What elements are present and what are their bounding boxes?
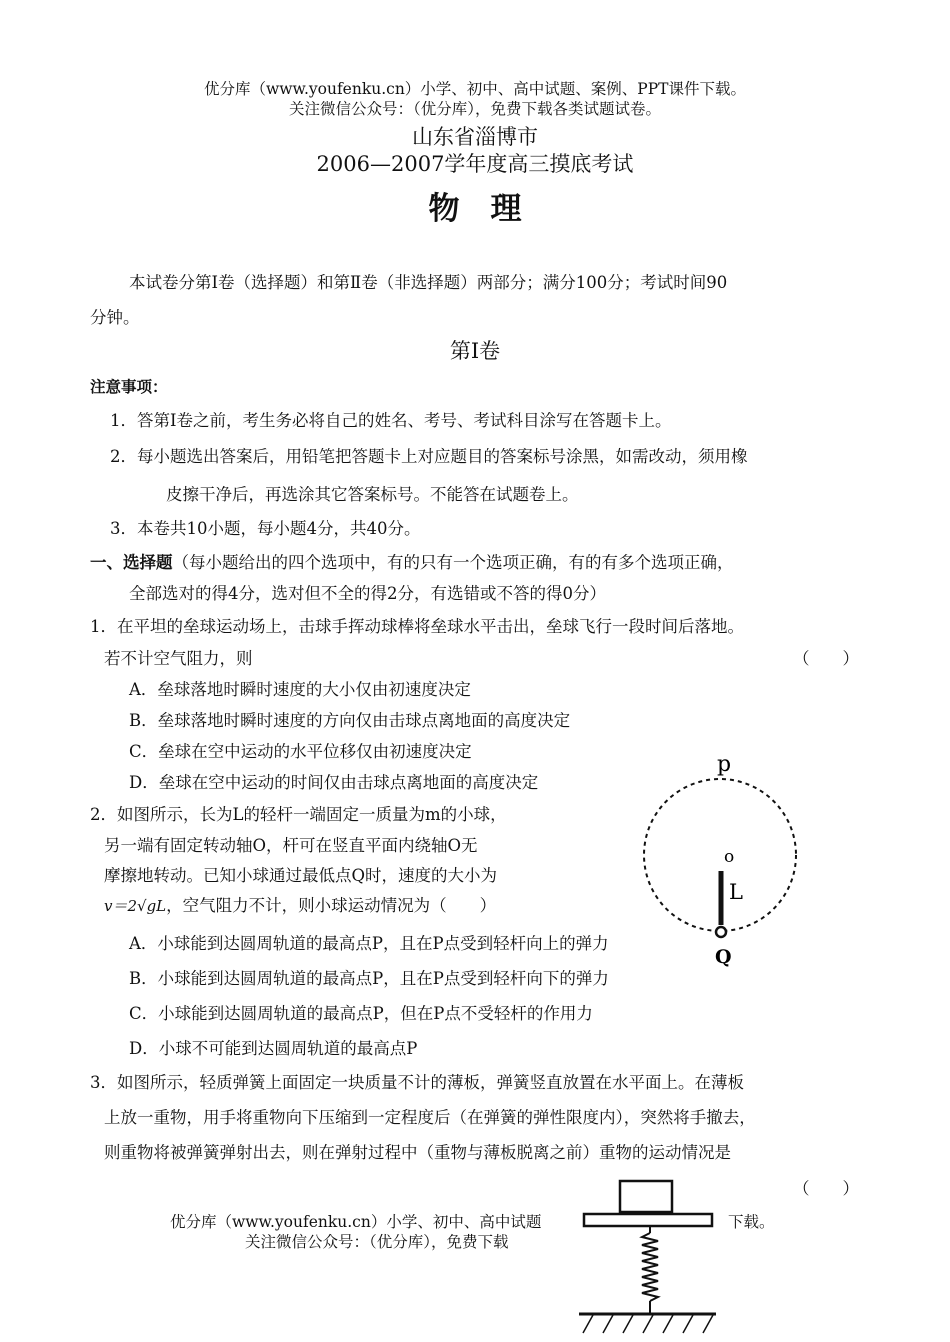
header-line-2: 关注微信公众号：（优分库），免费下载各类试题试卷。 <box>288 100 661 118</box>
q3-stem-3: 则重物将被弹簧弹射出去，则在弹射过程中（重物与薄板脱离之前）重物的运动情况是 <box>104 1143 731 1162</box>
notes-heading: 注意事项： <box>90 378 168 396</box>
note-item: 2．每小题选出答案后，用铅笔把答题卡上对应题目的答案标号涂黑，如需改动，须用橡 <box>110 447 748 466</box>
q3-answer-bracket: （ ） <box>793 1179 859 1198</box>
q2-stem-1: 2．如图所示，长为L的轻杆一端固定一质量为m的小球， <box>90 805 507 824</box>
q2-option-a: A．小球能到达圆周轨道的最高点P，且在P点受到轻杆向上的弹力 <box>129 934 609 953</box>
label-p: p <box>717 752 732 777</box>
q2-stem-4: ，空气阻力不计，则小球运动情况为（ ） <box>166 896 497 915</box>
title-exam: 2006—2007学年度高三摸底考试 <box>316 152 634 176</box>
q1-stem-1: 1．在平坦的垒球运动场上，击球手挥动球棒将垒球水平击出，垒球飞行一段时间后落地。 <box>90 617 744 636</box>
footer-line-2: 关注微信公众号：（优分库），免费下载 <box>245 1233 509 1251</box>
footer-line-1b: 下载。 <box>728 1213 775 1231</box>
section-desc-2: 全部选对的得4分，选对但不全的得2分，有选错或不答的得0分） <box>129 584 606 603</box>
section-heading: 一、选择题 <box>90 553 173 572</box>
label-o: o <box>724 847 735 867</box>
q1-stem-2: 若不计空气阻力，则 <box>104 649 253 668</box>
q2-option-d: D．小球不可能到达圆周轨道的最高点P <box>129 1039 418 1058</box>
note-item: 1．答第Ⅰ卷之前，考生务必将自己的姓名、考号、考试科目涂写在答题卡上。 <box>110 411 672 430</box>
q1-option-c: C．垒球在空中运动的水平位移仅由初速度决定 <box>129 742 472 761</box>
intro-line-1: 本试卷分第Ⅰ卷（选择题）和第Ⅱ卷（非选择题）两部分；满分100分；考试时间90 <box>129 273 728 292</box>
section-desc: （每小题给出的四个选项中，有的只有一个选项正确，有的有多个选项正确， <box>172 553 734 572</box>
title-region: 山东省淄博市 <box>412 125 538 149</box>
q2-stem-4-line <box>104 892 496 916</box>
q1-option-a: A．垒球落地时瞬时速度的大小仅由初速度决定 <box>129 680 471 699</box>
q2-stem-3: 摩擦地转动。已知小球通过最低点Q时，速度的大小为 <box>104 866 498 885</box>
label-l: L <box>729 880 743 904</box>
q2-option-c: C．小球能到达圆周轨道的最高点P，但在P点不受轻杆的作用力 <box>129 1004 593 1023</box>
footer-line-1a: 优分库（www.youfenku.cn）小学、初中、高中试题 <box>170 1213 542 1231</box>
note-item: 皮擦干净后，再选涂其它答案标号。不能答在试题卷上。 <box>166 485 579 504</box>
title-subject: 物 理 <box>428 191 522 227</box>
q3-stem-2: 上放一重物，用手将重物向下压缩到一定程度后（在弹簧的弹性限度内），突然将手撤去， <box>104 1108 756 1127</box>
q3-stem-1: 3．如图所示，轻质弹簧上面固定一块质量不计的薄板，弹簧竖直放置在水平面上。在薄板 <box>90 1073 744 1092</box>
q3-figure <box>575 1175 720 1340</box>
label-q: Q <box>715 946 732 968</box>
note-item: 3．本卷共10小题，每小题4分，共40分。 <box>110 519 421 538</box>
q2-option-b: B．小球能到达圆周轨道的最高点P，且在P点受到轻杆向下的弹力 <box>129 969 609 988</box>
volume-title: 第Ⅰ卷 <box>449 339 501 363</box>
q2-stem-2: 另一端有固定转动轴O，杆可在竖直平面内绕轴O无 <box>104 836 478 855</box>
q1-option-b: B．垒球落地时瞬时速度的方向仅由击球点离地面的高度决定 <box>129 711 571 730</box>
intro-line-2: 分钟。 <box>90 308 140 327</box>
q2-formula: v＝2√gL <box>104 897 167 915</box>
q1-answer-bracket: （ ） <box>793 649 859 668</box>
header-line-1: 优分库（www.youfenku.cn）小学、初中、高中试题、案例、PPT课件下载。 <box>203 80 747 98</box>
ball <box>716 927 726 937</box>
q1-option-d: D．垒球在空中运动的时间仅由击球点离地面的高度决定 <box>129 773 539 792</box>
q2-figure <box>630 745 810 975</box>
section-heading-line <box>90 549 734 573</box>
